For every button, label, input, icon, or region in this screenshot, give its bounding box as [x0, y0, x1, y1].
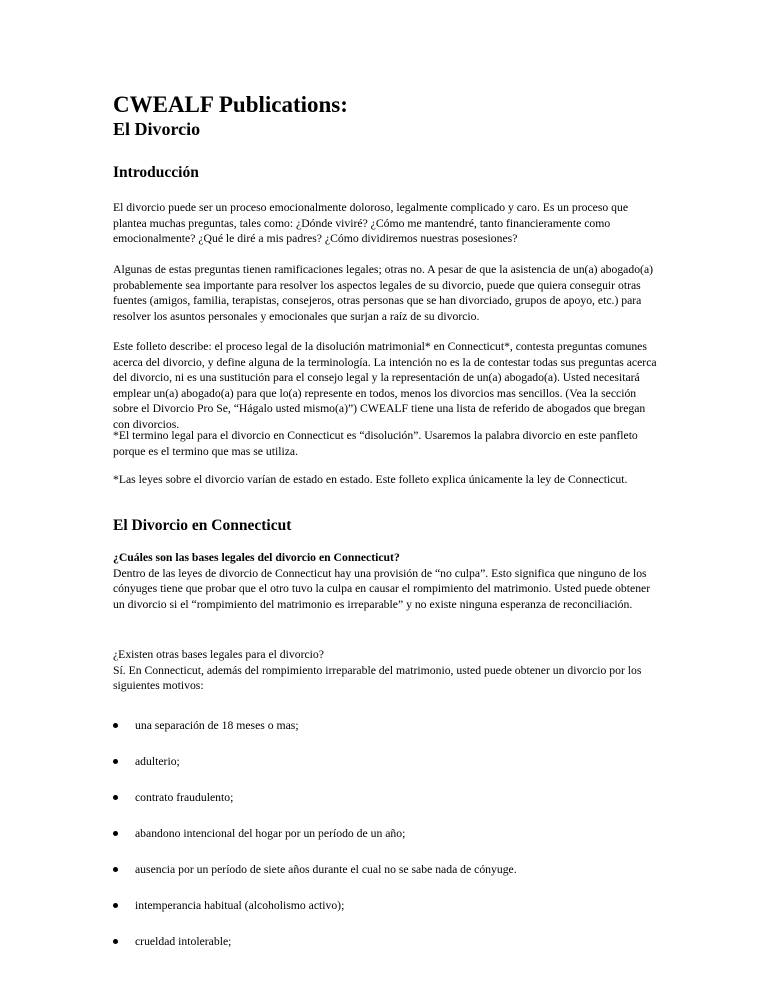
intro-heading: Introducción — [113, 164, 199, 181]
list-item-text: ausencia por un período de siete años durante el cual no se sabe nada de cónyuge. — [135, 863, 517, 876]
bullet-icon — [113, 939, 118, 944]
bullet-icon — [113, 723, 118, 728]
bullet-icon — [113, 903, 118, 908]
list-item-text: intemperancia habitual (alcoholismo activo); — [135, 899, 345, 912]
intro-paragraph-1: El divorcio puede ser un proceso emocionalmente doloroso, legalmente complicado y caro. Es un proceso que plantea muchas preguntas, tales como: ¿Dónde viviré? ¿Cómo me mantendré, tanto financieramente como emocionalmente? ¿Qué le diré a mis padres? ¿Cómo dividiremos nuestras posesiones? — [113, 201, 629, 246]
section-heading: El Divorcio en Connecticut — [113, 517, 292, 534]
intro-paragraph-2: Algunas de estas preguntas tienen ramificaciones legales; otras no. A pesar de que la asistencia de un(a) abogado(a) probablemente sea importante para resolver los aspectos legales de su divorcio, puede que quiera conseguir otras fuentes (amigos, familia, terapistas, consejeros, otras personas que se han divorciado, grupos de apoyo, etc.) para resolver los asuntos personales y emocionales que surjan a raíz de su divorcio. — [113, 263, 654, 323]
list-item-text: abandono intencional del hogar por un período de un año; — [135, 827, 406, 840]
intro-footnote-1: *El termino legal para el divorcio en Connecticut es “disolución”. Usaremos la palabra divorcio en este panfleto porque es el termino que mas se utiliza. — [113, 429, 638, 458]
bullet-icon — [113, 759, 118, 764]
qa-block-1 — [113, 550, 658, 612]
list-item-text: contrato fraudulento; — [135, 791, 234, 804]
document-subtitle: El Divorcio — [113, 119, 201, 139]
list-item-text: una separación de 18 meses o mas; — [135, 719, 299, 732]
intro-footnote-2: *Las leyes sobre el divorcio varían de estado en estado. Este folleto explica únicamente la ley de Connecticut. — [113, 473, 628, 486]
bullet-icon — [113, 867, 118, 872]
question-1: ¿Cuáles son las bases legales del divorcio en Connecticut? — [113, 551, 400, 564]
list-item-text: adulterio; — [135, 755, 180, 768]
question-2: ¿Existen otras bases legales para el divorcio? — [113, 648, 324, 661]
intro-paragraph-3: Este folleto describe: el proceso legal de la disolución matrimonial* en Connecticut*, contesta preguntas comunes acerca del divorcio, y define alguna de la terminología. La intención no es la de contestar todas sus preguntas acerca del divorcio, ni es una sustitución para el consejo legal y la representación de un(a) abogado(a). Usted necesitará emplear un(a) abogado(a) para que lo(a) represente en todos, menos los divorcios mas sencillos. (Vea la sección sobre el Divorcio Pro Se, “Hágalo usted mismo(a)”) CWEALF tiene una lista de referido de abogados que bregan con divorcios. — [113, 340, 657, 431]
answer-2: Sí. En Connecticut, además del rompimiento irreparable del matrimonio, usted puede obtener un divorcio por los siguientes motivos: — [113, 663, 642, 693]
qa-block-2 — [113, 647, 658, 694]
answer-1: Dentro de las leyes de divorcio de Connecticut hay una provisión de “no culpa”. Esto significa que ninguno de los cónyuges tiene que probar que el otro tuvo la culpa en causar el rompimiento del matrimonio. Usted puede obtener un divorcio si el “rompimiento del matrimonio es irreparable” y no existe ninguna esperanza de reconciliación. — [113, 566, 651, 611]
bullet-icon — [113, 795, 118, 800]
document-title: CWEALF Publications: — [113, 92, 348, 117]
bullet-icon — [113, 831, 118, 836]
list-item-text: crueldad intolerable; — [135, 935, 232, 948]
